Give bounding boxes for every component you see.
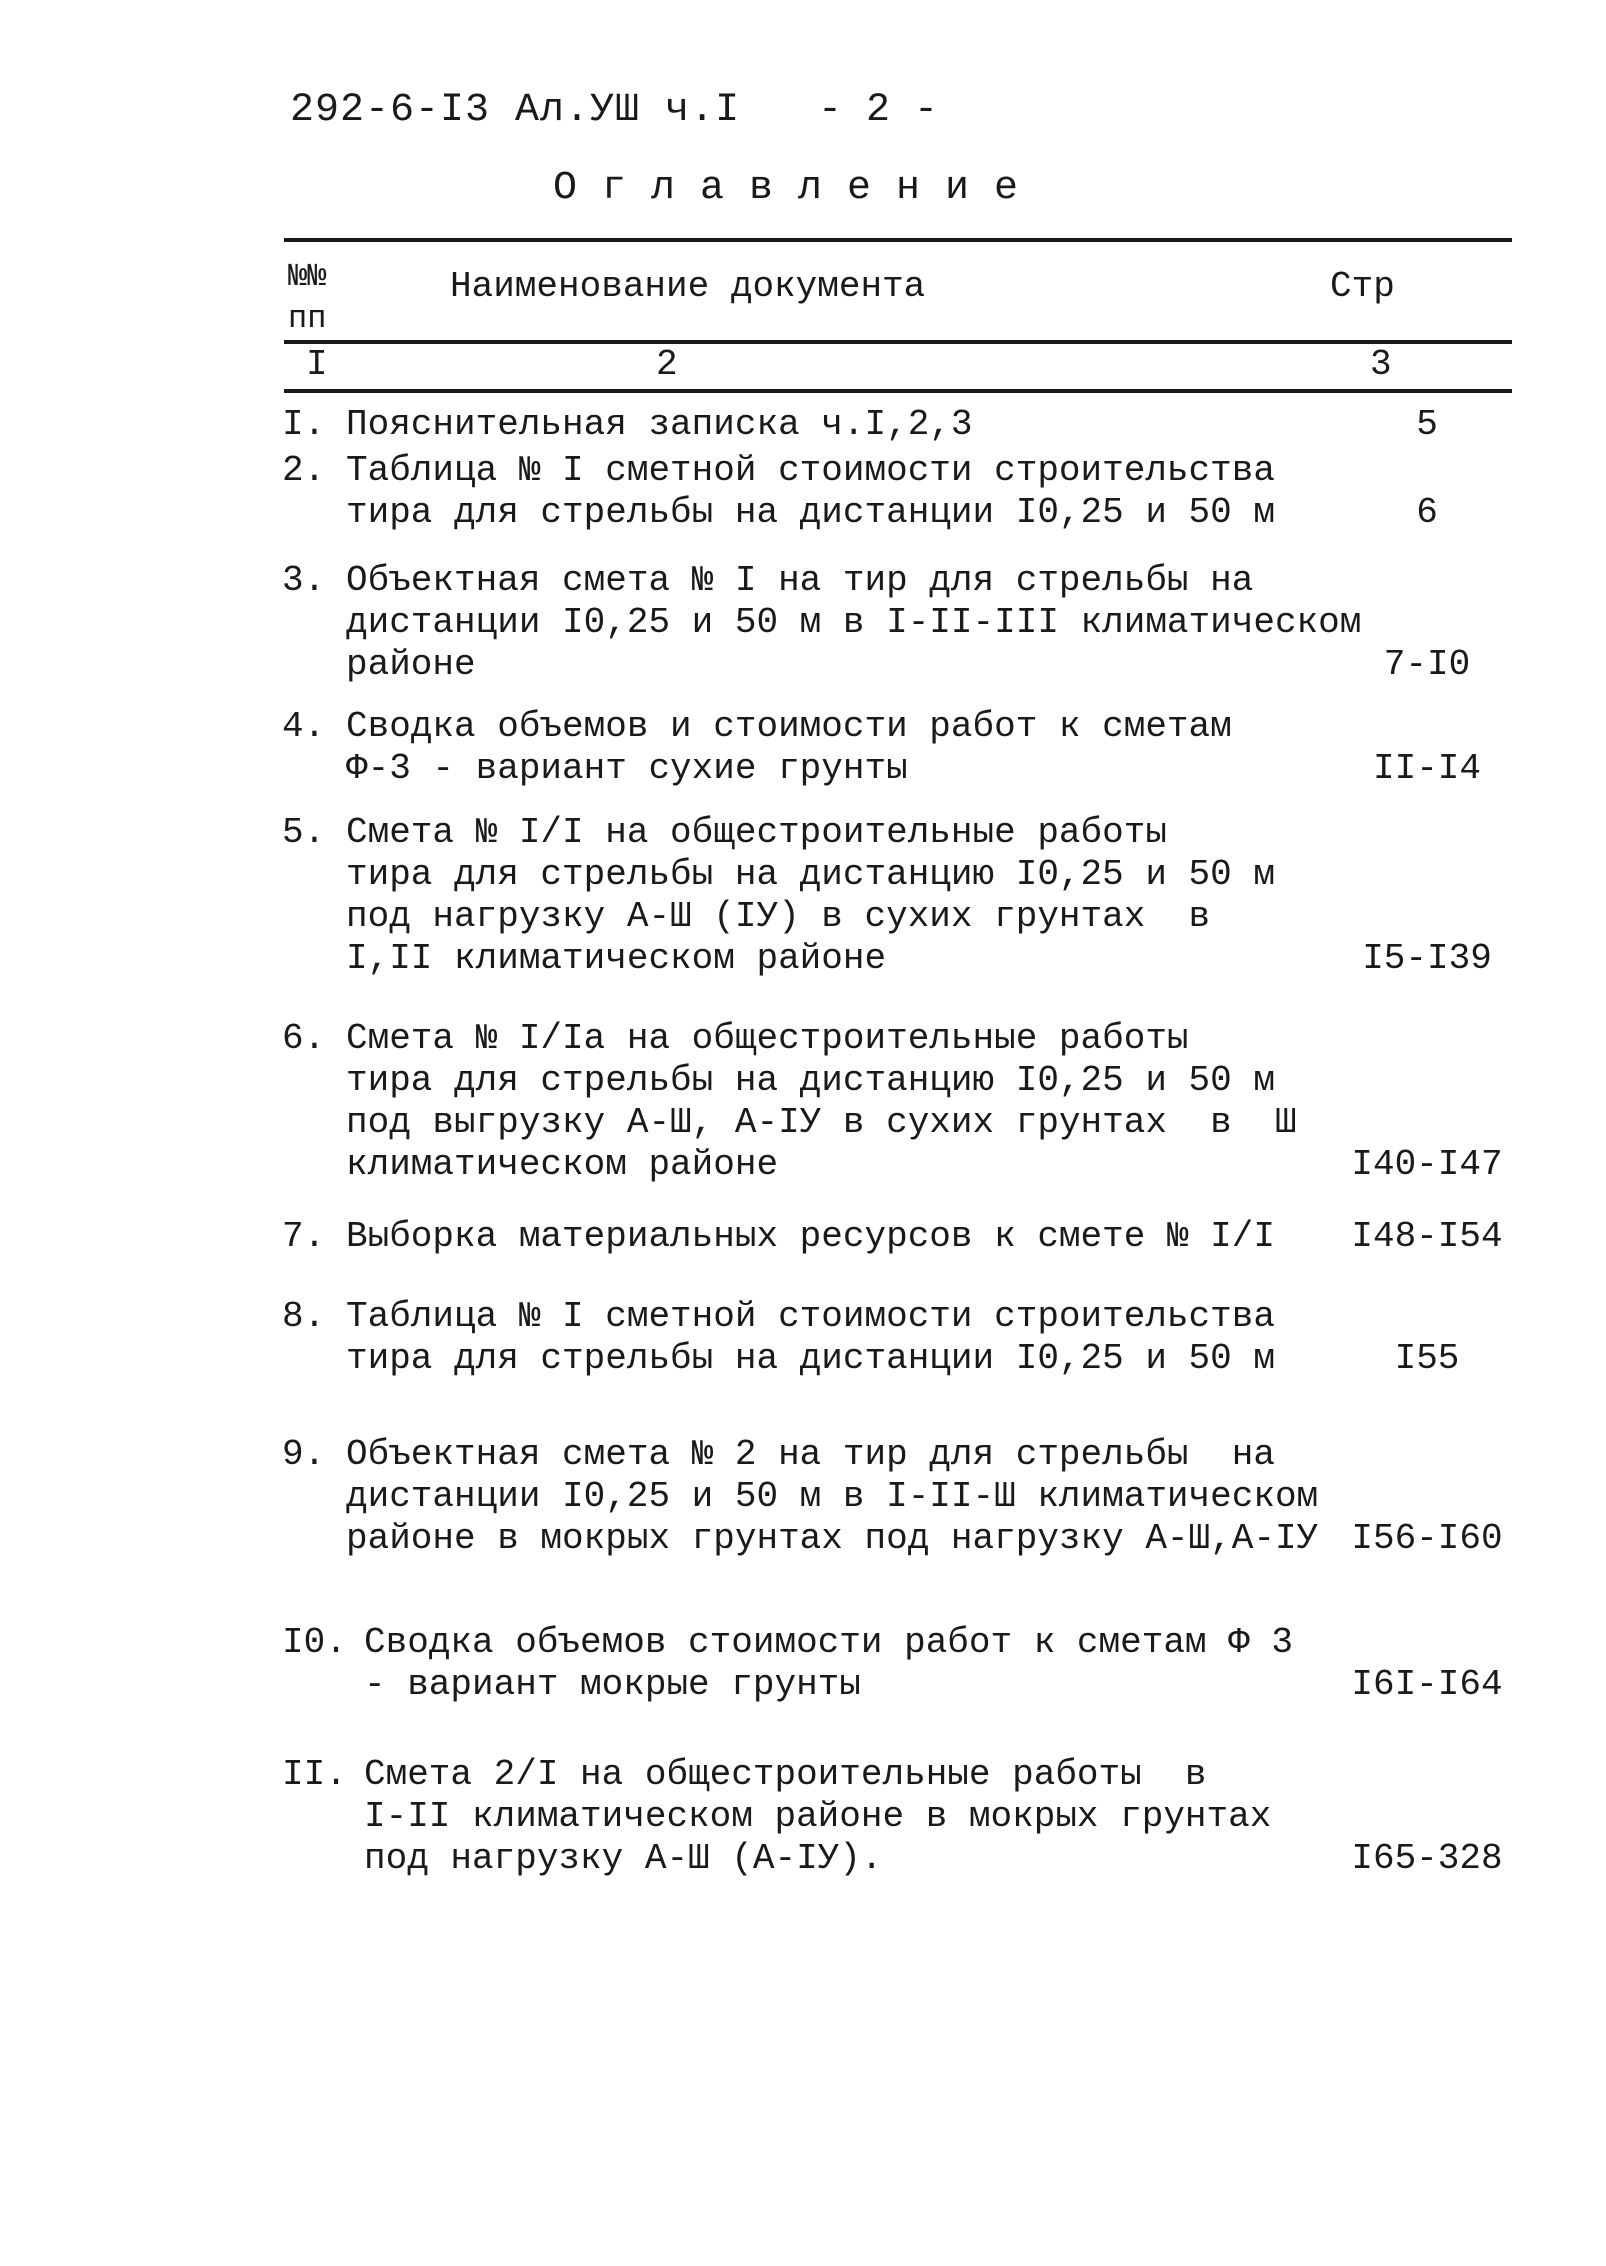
toc-entry-title — [346, 404, 973, 446]
toc-entry-title-line: под нагрузку А-Ш (А-IУ). — [364, 1838, 883, 1879]
toc-entry-page: I40-I47 — [1351, 1144, 1503, 1185]
toc-entry — [282, 812, 1512, 980]
toc-entry-title — [364, 1622, 1293, 1706]
toc-entry-title-line: районе — [346, 644, 476, 685]
toc-entry-title — [346, 706, 1232, 790]
toc-entry — [282, 560, 1512, 686]
column-index-3: 3 — [1370, 344, 1392, 385]
toc-entry-number: I0. — [282, 1622, 347, 1663]
toc-entry-title-line: тира для стрельбы на дистанции I0,25 и 50 м — [346, 1338, 1275, 1379]
toc-entry-title-line: Таблица № I сметной стоимости строительства — [346, 450, 1275, 491]
toc-entry-title-line: I-II климатическом районе в мокрых грунтах — [364, 1796, 1272, 1837]
toc-entry-number: 5. — [282, 812, 326, 853]
header-bottom-rule — [284, 389, 1512, 393]
toc-entry-title — [346, 1018, 1297, 1186]
toc-entry-page: 6 — [1416, 492, 1438, 533]
toc-entry-title-line: Сводка объемов и стоимости работ к сметам — [346, 706, 1232, 747]
toc-entry-title-line: Сводка объемов стоимости работ к сметам Ф 3 — [364, 1622, 1293, 1663]
table-top-rule — [284, 238, 1512, 242]
column-header-name: Наименование документа — [450, 266, 926, 307]
toc-entry-number: 7. — [282, 1216, 326, 1257]
toc-entry-title-line: климатическом районе — [346, 1144, 779, 1185]
toc-entry-title-line: - вариант мокрые грунты — [364, 1664, 861, 1705]
toc-entry-title-line: тира для стрельбы на дистанцию I0,25 и 50 м — [346, 1060, 1275, 1101]
toc-entry — [282, 1622, 1512, 1706]
toc-entry-title-line: Таблица № I сметной стоимости строительства — [346, 1296, 1275, 1337]
toc-entry-title-line: Смета № I/I на общестроительные работы — [346, 812, 1167, 853]
page-title: Оглавление — [553, 166, 1044, 211]
toc-entry — [282, 1018, 1512, 1186]
toc-entry-page: 5 — [1416, 404, 1438, 445]
header-divider-rule — [284, 340, 1512, 344]
toc-entry-title — [346, 450, 1275, 534]
column-header-number — [288, 256, 326, 340]
column-header-number-line1: №№ — [288, 258, 327, 295]
toc-entry — [282, 404, 1512, 446]
page-number: - 2 - — [818, 88, 939, 133]
toc-entry-title — [346, 1296, 1275, 1380]
column-index-1: I — [306, 344, 328, 385]
toc-entry — [282, 706, 1512, 790]
toc-entry-number: 4. — [282, 706, 326, 747]
toc-entry-number: 8. — [282, 1296, 326, 1337]
toc-entry-title-line: тира для стрельбы на дистанцию I0,25 и 50 м — [346, 854, 1275, 895]
toc-entry-number: 2. — [282, 450, 326, 491]
toc-entry-title-line: Объектная смета № 2 на тир для стрельбы на — [346, 1434, 1275, 1475]
toc-entry — [282, 1754, 1512, 1880]
toc-entry-title-line: под выгрузку А-Ш, А-IУ в сухих грунтах в Ш — [346, 1102, 1297, 1143]
toc-entry-title — [346, 560, 1361, 686]
toc-entry-page: II-I4 — [1372, 748, 1482, 789]
toc-entry-title-line: Смета 2/I на общестроительные работы в — [364, 1754, 1207, 1795]
toc-entry-title-line: Объектная смета № I на тир для стрельбы на — [346, 560, 1254, 601]
toc-entry-title — [346, 1216, 1275, 1258]
toc-entry-title-line: дистанции I0,25 и 50 м в I-II-III климатическом — [346, 602, 1362, 643]
toc-entry-page: I5-I39 — [1362, 938, 1492, 979]
toc-entry-page: I6I-I64 — [1351, 1664, 1503, 1705]
toc-entry-title-line: I,II климатическом районе — [346, 938, 887, 979]
document-code: 292-6-I3 Ал.УШ ч.I — [290, 88, 741, 133]
toc-entry-page: I65-328 — [1351, 1838, 1503, 1879]
column-header-number-line2: пп — [288, 300, 327, 337]
toc-entry — [282, 1434, 1512, 1560]
toc-entry-title-line: Смета № I/Iа на общестроительные работы — [346, 1018, 1189, 1059]
toc-entry-page: 7-I0 — [1383, 644, 1471, 685]
toc-entry-title-line: Пояснительная записка ч.I,2,3 — [346, 404, 973, 445]
toc-entry-number: I. — [282, 404, 326, 445]
toc-entry-title — [346, 812, 1275, 980]
toc-entry-title-line: Ф-3 - вариант сухие грунты — [346, 748, 908, 789]
toc-entry-number: 3. — [282, 560, 326, 601]
toc-entry-number: II. — [282, 1754, 347, 1795]
toc-entry — [282, 1296, 1512, 1380]
toc-entry — [282, 1216, 1512, 1258]
toc-entry-number: 6. — [282, 1018, 326, 1059]
toc-entry-title — [346, 1434, 1318, 1560]
toc-entry-title-line: Выборка материальных ресурсов к смете № I/I — [346, 1216, 1275, 1257]
toc-entry — [282, 450, 1512, 534]
toc-entry-title-line: районе в мокрых грунтах под нагрузку А-Ш,А-IУ — [346, 1518, 1319, 1559]
toc-entry-page: I56-I60 — [1351, 1518, 1503, 1559]
toc-entry-title-line: под нагрузку А-Ш (IУ) в сухих грунтах в — [346, 896, 1211, 937]
toc-entry-page: I48-I54 — [1351, 1216, 1503, 1257]
toc-entry-page: I55 — [1394, 1338, 1460, 1379]
toc-entry-title-line: тира для стрельбы на дистанции I0,25 и 50 м — [346, 492, 1275, 533]
toc-entry-number: 9. — [282, 1434, 326, 1475]
toc-entry-title-line: дистанции I0,25 и 50 м в I-II-Ш климатическом — [346, 1476, 1319, 1517]
column-index-2: 2 — [656, 344, 678, 385]
column-header-page: Стр — [1330, 266, 1395, 307]
toc-entry-title — [364, 1754, 1271, 1880]
